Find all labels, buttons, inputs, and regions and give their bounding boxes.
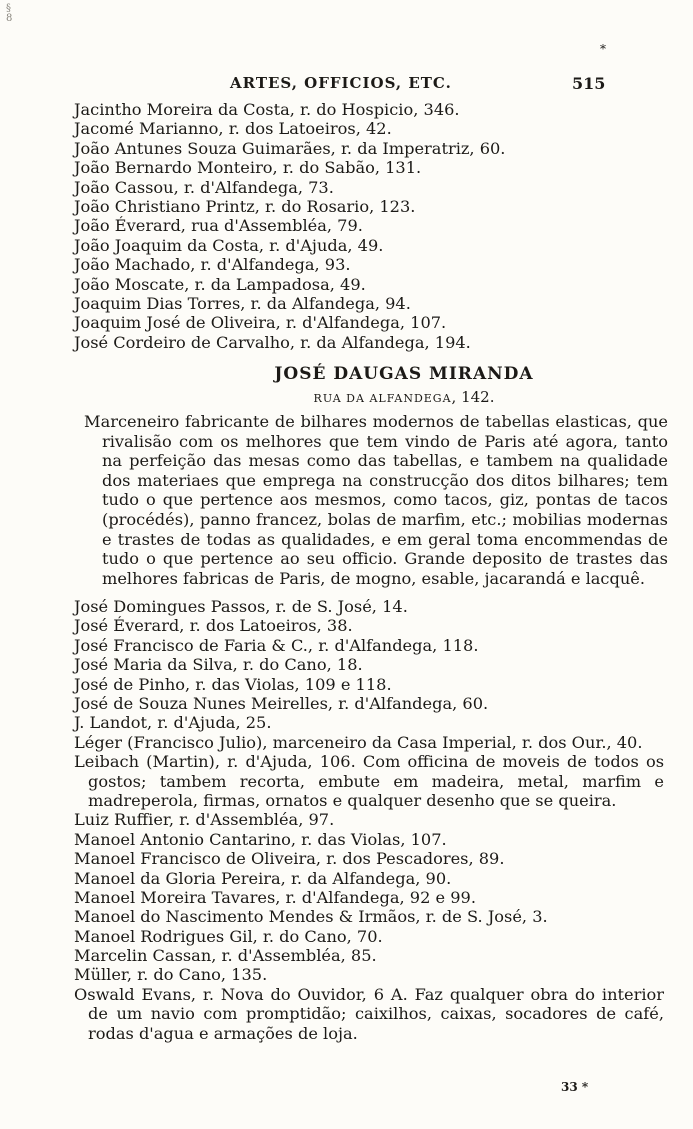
featured-advertisement xyxy=(80,362,668,588)
list-item: Müller, r. do Cano, 135. xyxy=(74,965,268,985)
list-item: José Domingues Passos, r. de S. José, 14. xyxy=(74,597,408,616)
list-item: Jacomé Marianno, r. dos Latoeiros, 42. xyxy=(74,119,392,139)
feature-address xyxy=(140,386,668,408)
top-star-mark: * xyxy=(600,42,606,56)
list-item: Manoel Rodrigues Gil, r. do Cano, 70. xyxy=(74,926,383,946)
margin-mark: § 8 xyxy=(6,3,13,24)
signature-mark: 33 * xyxy=(561,1080,589,1094)
list-item: Manoel do Nascimento Mendes & Irmãos, r. de S. José, 3. xyxy=(74,907,548,927)
list-item: Manoel Moreira Tavares, r. d'Alfandega, 92 e 99. xyxy=(74,887,477,907)
page-header xyxy=(80,74,606,96)
list-item: João Éverard, rua d'Assembléa, 79. xyxy=(74,216,363,236)
list-item: Leibach (Martin), r. d'Ajuda, 106. Com officina de moveis de todos os gostos; tambem recorta, embute em madeira, metal, marfim e madreperola, firmas, ornatos e qualquer desenho que se queira. xyxy=(74,752,664,810)
list-item: J. Landot, r. d'Ajuda, 25. xyxy=(74,713,272,733)
list-item: Joaquim José de Oliveira, r. d'Alfandega, 107. xyxy=(74,313,447,333)
list-item: João Moscate, r. da Lampadosa, 49. xyxy=(74,274,366,294)
list-item: João Antunes Souza Guimarães, r. da Imperatriz, 60. xyxy=(74,138,506,158)
list-item: Léger (Francisco Julio), marceneiro da Casa Imperial, r. dos Our., 40. xyxy=(74,732,643,752)
feature-name: JOSÉ DAUGAS MIRANDA xyxy=(274,364,534,384)
list-item: José de Souza Nunes Meirelles, r. d'Alfandega, 60. xyxy=(74,693,489,713)
list-item: João Cassou, r. d'Alfandega, 73. xyxy=(74,177,334,197)
list-item: João Machado, r. d'Alfandega, 93. xyxy=(74,255,351,275)
list-item: Marcelin Cassan, r. d'Assembléa, 85. xyxy=(74,946,377,966)
list-item: João Joaquim da Costa, r. d'Ajuda, 49. xyxy=(74,235,384,255)
list-item: Manoel Antonio Cantarino, r. das Violas, 107. xyxy=(74,829,447,849)
running-head: ARTES, OFFICIOS, ETC. xyxy=(230,74,452,92)
directory-list-top xyxy=(74,100,664,352)
list-item: José Éverard, r. dos Latoeiros, 38. xyxy=(74,616,353,636)
list-item: José de Pinho, r. das Violas, 109 e 118. xyxy=(74,674,392,694)
list-item: José Cordeiro de Carvalho, r. da Alfandega, 194. xyxy=(74,332,471,352)
page-number: 515 xyxy=(572,74,606,93)
list-item: José Maria da Silva, r. do Cano, 18. xyxy=(74,655,363,675)
list-item: João Bernardo Monteiro, r. do Sabão, 131. xyxy=(74,158,422,178)
list-item: João Christiano Printz, r. do Rosario, 123. xyxy=(74,196,416,216)
feature-number: , 142. xyxy=(451,388,495,406)
feature-description: Marceneiro fabricante de bilhares modernos de tabellas elasticas, que rivalisão com os melhores que tem vindo de Paris até agora, tanto na perfeição das mesas como das tabellas, e tambem na qualidade dos materiaes que emprega na construcção dos ditos bilhares; tem tudo o que pertence aos mesmos, como tacos, giz, pontas de tacos (procédés), panno francez, bolas de marfim, etc.; mobilias modernas e trastes de todas as qualidades, e em geral toma encommendas de tudo o que pertence ao seu officio. Grande deposito de trastes das melhores fabricas de Paris, de mogno, esable, jacarandá e lacquê. xyxy=(84,412,668,588)
feature-street: RUA DA ALFANDEGA xyxy=(313,392,452,405)
list-item: Manoel da Gloria Pereira, r. da Alfandega, 90. xyxy=(74,868,452,888)
list-item: Manoel Francisco de Oliveira, r. dos Pescadores, 89. xyxy=(74,849,505,869)
list-item: Oswald Evans, r. Nova do Ouvidor, 6 A. Faz qualquer obra do interior de um navio com promptidão; caixilhos, caixas, socadores de café, rodas d'agua e armações de loja. xyxy=(74,984,664,1043)
list-item: Luiz Ruffier, r. d'Assembléa, 97. xyxy=(74,810,335,830)
list-item: José Francisco de Faria & C., r. d'Alfandega, 118. xyxy=(74,635,479,655)
directory-list-bottom xyxy=(74,597,664,1043)
list-item: Jacintho Moreira da Costa, r. do Hospicio, 346. xyxy=(74,100,460,119)
list-item: Joaquim Dias Torres, r. da Alfandega, 94. xyxy=(74,293,411,313)
